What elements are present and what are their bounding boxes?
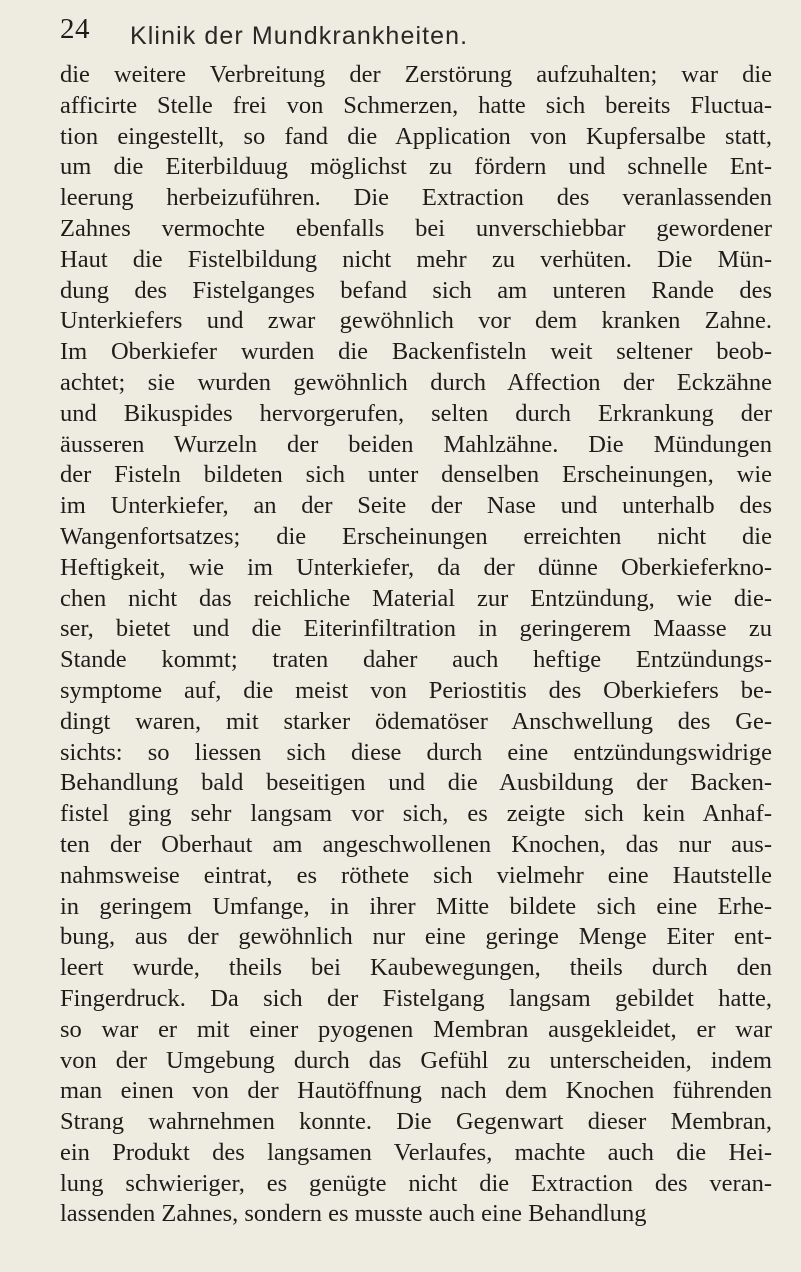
- text-line: Unterkiefers und zwar gewöhnlich vor dem kranken Zahne.: [60, 307, 772, 335]
- running-title: Klinik der Mundkrankheiten.: [130, 22, 469, 50]
- text-line: Stande kommt; traten daher auch heftige Entzündungs-: [60, 646, 772, 674]
- text-line: tion eingestellt, so fand die Application von Kupfersalbe statt,: [60, 122, 772, 150]
- text-line: ser, bietet und die Eiterinfiltration in geringerem Maasse zu: [60, 615, 772, 643]
- text-line: in geringem Umfange, in ihrer Mitte bildete sich eine Erhe-: [60, 892, 772, 920]
- text-line: lung schwieriger, es genügte nicht die Extraction des veran-: [60, 1169, 772, 1197]
- text-line: afficirte Stelle frei von Schmerzen, hatte sich bereits Fluctua-: [60, 91, 772, 119]
- text-line: um die Eiterbilduug möglichst zu fördern und schnelle Ent-: [60, 153, 772, 181]
- text-line: so war er mit einer pyogenen Membran ausgekleidet, er war: [60, 1015, 772, 1043]
- text-line: Fingerdruck. Da sich der Fistelgang langsam gebildet hatte,: [60, 984, 772, 1012]
- text-line: im Unterkiefer, an der Seite der Nase und unterhalb des: [60, 492, 772, 520]
- text-line: Zahnes vermochte ebenfalls bei unverschiebbar gewordener: [60, 214, 772, 242]
- text-line: sichts: so liessen sich diese durch eine entzündungswidrige: [60, 738, 772, 766]
- text-line: Im Oberkiefer wurden die Backenfisteln weit seltener beob-: [60, 338, 772, 366]
- text-line: äusseren Wurzeln der beiden Mahlzähne. Die Mündungen: [60, 430, 772, 458]
- running-header: [60, 8, 780, 52]
- text-line: man einen von der Hautöffnung nach dem Knochen führenden: [60, 1077, 772, 1105]
- text-line: Heftigkeit, wie im Unterkiefer, da der dünne Oberkieferkno-: [60, 553, 772, 581]
- page-number: 24: [60, 13, 90, 45]
- text-line: ten der Oberhaut am angeschwollenen Knochen, das nur aus-: [60, 830, 772, 858]
- text-line: dingt waren, mit starker ödematöser Anschwellung des Ge-: [60, 707, 772, 735]
- text-line: chen nicht das reichliche Material zur Entzündung, wie die-: [60, 584, 772, 612]
- text-line: von der Umgebung durch das Gefühl zu unterscheiden, indem: [60, 1046, 772, 1074]
- text-line: dung des Fistelganges befand sich am unteren Rande des: [60, 276, 772, 304]
- text-line: ein Produkt des langsamen Verlaufes, machte auch die Hei-: [60, 1138, 772, 1166]
- text-line: lassenden Zahnes, sondern es musste auch eine Behandlung: [60, 1200, 647, 1228]
- text-line: achtet; sie wurden gewöhnlich durch Affection der Eckzähne: [60, 368, 772, 396]
- text-line: Haut die Fistelbildung nicht mehr zu verhüten. Die Mün-: [60, 245, 772, 273]
- text-line: bung, aus der gewöhnlich nur eine geringe Menge Eiter ent-: [60, 923, 772, 951]
- text-line: Behandlung bald beseitigen und die Ausbildung der Backen-: [60, 769, 772, 797]
- text-line: nahmsweise eintrat, es röthete sich vielmehr eine Hautstelle: [60, 861, 772, 889]
- text-line: fistel ging sehr langsam vor sich, es zeigte sich kein Anhaf-: [60, 800, 772, 828]
- text-line: Wangenfortsatzes; die Erscheinungen erreichten nicht die: [60, 522, 772, 550]
- text-line: der Fisteln bildeten sich unter denselben Erscheinungen, wie: [60, 461, 772, 489]
- text-line: leerung herbeizuführen. Die Extraction des veranlassenden: [60, 184, 772, 212]
- text-line: symptome auf, die meist von Periostitis des Oberkiefers be-: [60, 676, 772, 704]
- text-line: leert wurde, theils bei Kaubewegungen, theils durch den: [60, 954, 772, 982]
- text-line: Strang wahrnehmen konnte. Die Gegenwart dieser Membran,: [60, 1108, 772, 1136]
- text-line: die weitere Verbreitung der Zerstörung aufzuhalten; war die: [60, 61, 772, 88]
- text-line: und Bikuspides hervorgerufen, selten durch Erkrankung der: [60, 399, 772, 427]
- body-text: [60, 60, 772, 1230]
